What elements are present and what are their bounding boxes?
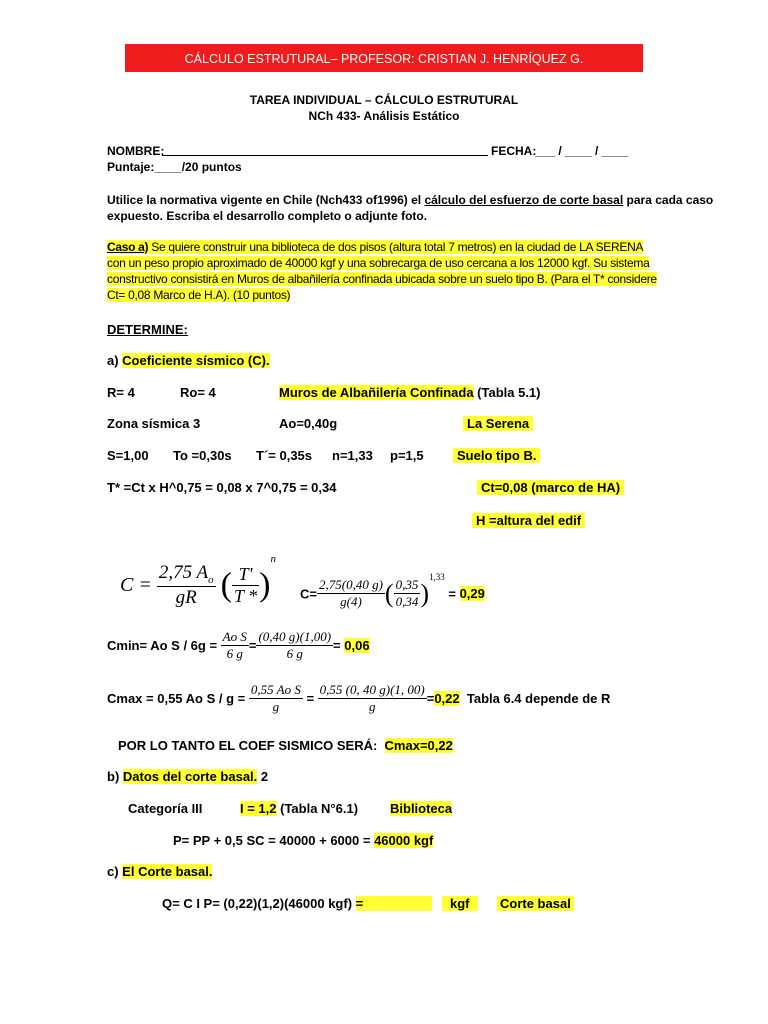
categoria: Categoría III xyxy=(128,801,203,816)
p-value: p=1,5 xyxy=(390,448,424,463)
q-calc: Q= C I P= (0,22)(1,2)(46000 kgf) = xyxy=(162,896,432,911)
puntaje-field[interactable]: ____/20 puntos xyxy=(155,160,242,174)
formula-c-general: C = $\frac{2,75 A_o}{gR}$ ( $\frac{T'}{T *}$ )$^n$ xyxy=(120,553,276,608)
corte-basal-label: Corte basal xyxy=(497,896,574,911)
caso-line1: Caso a) Se quiere construir una biblioteca de dos pisos (altura total 7 metros) en la ciudad de LA SERENA xyxy=(107,240,644,254)
conclusion: POR LO TANTO EL COEF SISMICO SERÁ: Cmax=0,22 xyxy=(118,738,453,753)
section-b-heading: b) Datos del corte basal. 2 xyxy=(107,769,269,784)
q-unit: kgf xyxy=(442,896,478,911)
cmax-row: Cmax = 0,55 Ao S / g = $\frac{\text{0,55 Ao S}}{g}$ = $\frac{0,55 (0, 40 g)(1, 00)}{g}$ =0,22 Tabla 6.4 depende de R xyxy=(107,682,611,714)
section-c-heading: c) El Corte basal. xyxy=(107,864,213,879)
to-value: To =0,30s xyxy=(173,448,232,463)
intro-line1: Utilice la normativa vigente en Chile (Nch433 of1996) el cálculo del esfuerzo de corte basal para cada caso xyxy=(107,193,714,207)
la-serena: La Serena xyxy=(463,416,533,431)
importance-factor: I = 1,2 (Tabla N°6.1) xyxy=(240,801,359,816)
ao-value: Ao=0,40g xyxy=(279,416,338,431)
caso-line2: con un peso propio aproximado de 40000 kgf y una sobrecarga de uso cercana a los 12000 kgf. Su sistema xyxy=(107,256,650,270)
caso-line3: constructivo consistirá en Muros de albañilería confinada ubicada sobre un suelo tipo B. (Para el T* considere xyxy=(107,272,657,286)
p-calc: P= PP + 0,5 SC = 40000 + 6000 = 46000 kgf xyxy=(173,833,434,848)
tstar-calc: T* =Ct x H^0,75 = 0,08 x 7^0,75 = 0,34 xyxy=(107,480,337,495)
h-note: H =altura del edif xyxy=(472,513,585,528)
r-value: R= 4 xyxy=(107,385,135,400)
q-answer-field[interactable]: = xyxy=(355,896,432,911)
intro-line2: expuesto. Escriba el desarrollo completo o adjunte foto. xyxy=(107,209,428,223)
biblioteca: Biblioteca xyxy=(390,801,453,816)
fecha-field[interactable]: ___ / ____ / ____ xyxy=(535,144,629,158)
title-line1: TAREA INDIVIDUAL – CÁLCULO ESTRUTURAL xyxy=(249,93,519,107)
title-line2: NCh 433- Análisis Estático xyxy=(308,109,460,123)
ct-note: Ct=0,08 (marco de HA) xyxy=(477,480,624,495)
caso-label: Caso a) xyxy=(107,240,149,254)
puntaje-label: Puntaje: xyxy=(107,160,155,174)
determine-heading: DETERMINE: xyxy=(107,322,188,337)
zona-sismica: Zona sísmica 3 xyxy=(107,416,201,431)
caso-line4: Ct= 0,08 Marco de H.A). (10 puntos) xyxy=(107,288,291,302)
tprime-value: T´= 0,35s xyxy=(256,448,313,463)
ro-value: Ro= 4 xyxy=(180,385,216,400)
muros-label: Muros de Albañilería Confinada (Tabla 5.1) xyxy=(279,385,541,400)
section-a-heading: a) Coeficiente sísmico (C). xyxy=(107,353,270,368)
n-value: n=1,33 xyxy=(332,448,373,463)
fecha-label: FECHA: xyxy=(491,144,537,158)
suelo-tipo: Suelo tipo B. xyxy=(453,448,540,463)
nombre-field[interactable] xyxy=(162,155,488,156)
s-value: S=1,00 xyxy=(107,448,149,463)
header-banner: CÁLCULO ESTRUTURAL– PROFESOR: CRISTIAN J. HENRÍQUEZ G. xyxy=(125,44,643,72)
formula-c-calc: C= $\frac{2,75(0,40 g)}{g(4)}$ ( $\frac{0,35}{0,34}$ )$^{1,33}$ = 0,29 xyxy=(300,572,485,610)
cmin-row: Cmin= Ao S / 6g = $\frac{\text{Ao S}}{6 g}$ = $\frac{(0,40 g)(1,00)}{6 g}$ = 0,06 xyxy=(107,629,370,661)
nombre-label: NOMBRE: xyxy=(107,144,165,158)
